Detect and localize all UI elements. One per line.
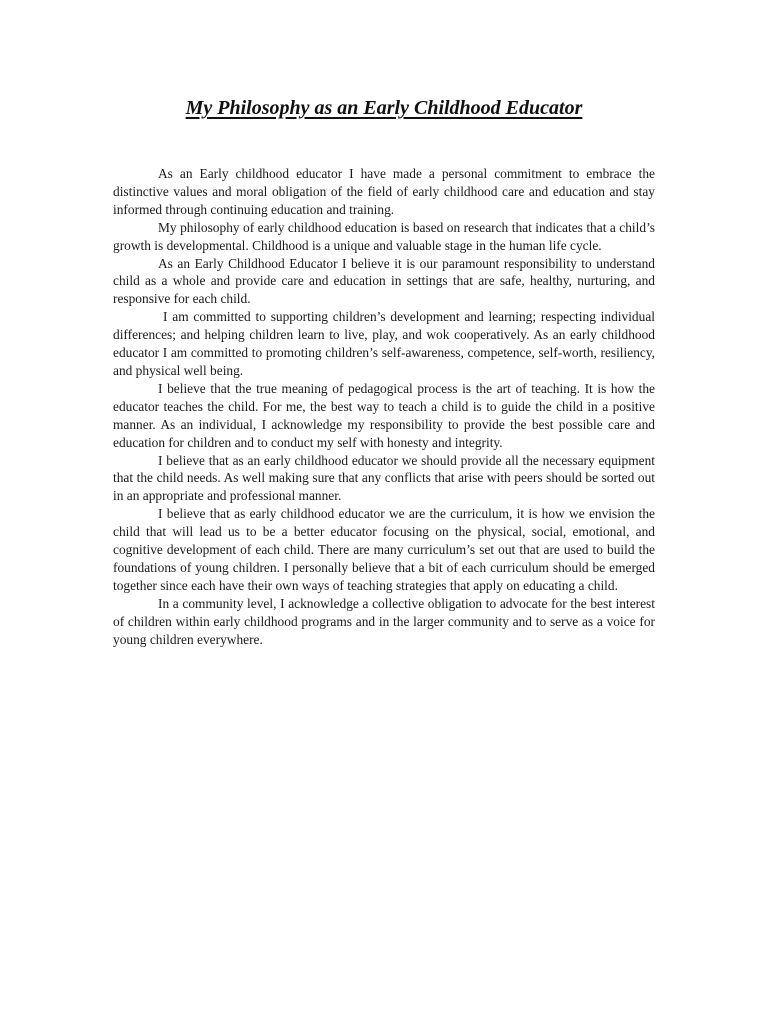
paragraph: My philosophy of early childhood education is based on research that indicates that a child’s growth is developmental. Childhood is a unique and valuable stage in the human life cycle.	[113, 219, 655, 253]
paragraph: I believe that the true meaning of pedagogical process is the art of teaching. It is how the educator teaches the child. For me, the best way to teach a child is to guide the child in a positive manner. As an individual, I acknowledge my responsibility to provide the best possible care and education for children and to conduct my self with honesty and integrity.	[113, 380, 655, 450]
paragraph: As an Early Childhood Educator I believe it is our paramount responsibility to understand child as a whole and provide care and education in settings that are safe, healthy, nurturing, and responsive for each child.	[113, 255, 655, 307]
paragraph: I believe that as early childhood educator we are the curriculum, it is how we envision the child that will lead us to be a better educator focusing on the physical, social, emotional, and cognitive development of each child. There are many curriculum’s set out that are used to build the foundations of young children. I personally believe that a bit of each curriculum should be emerged together since each have their own ways of teaching strategies that apply on educating a child.	[113, 506, 655, 593]
paragraph: I believe that as an early childhood educator we should provide all the necessary equipment that the child needs. As well making sure that any conflicts that arise with peers should be sorted out in an appropriate and professional manner.	[113, 452, 655, 504]
paragraph: As an Early childhood educator I have made a personal commitment to embrace the distinctive values and moral obligation of the field of early childhood care and education and stay informed through continuing education and training.	[113, 166, 655, 217]
paragraph: In a community level, I acknowledge a collective obligation to advocate for the best interest of children within early childhood programs and in the larger community and to serve as a voice for young children everywhere.	[113, 595, 655, 647]
document-body	[113, 165, 655, 648]
document-title: My Philosophy as an Early Childhood Educator	[185, 97, 583, 119]
paragraph: I am committed to supporting children’s development and learning; respecting individual differences; and helping children learn to live, play, and wok cooperatively. As an early childhood educator I am committed to promoting children’s self-awareness, competence, self-worth, resiliency, and physical well being.	[113, 309, 655, 378]
